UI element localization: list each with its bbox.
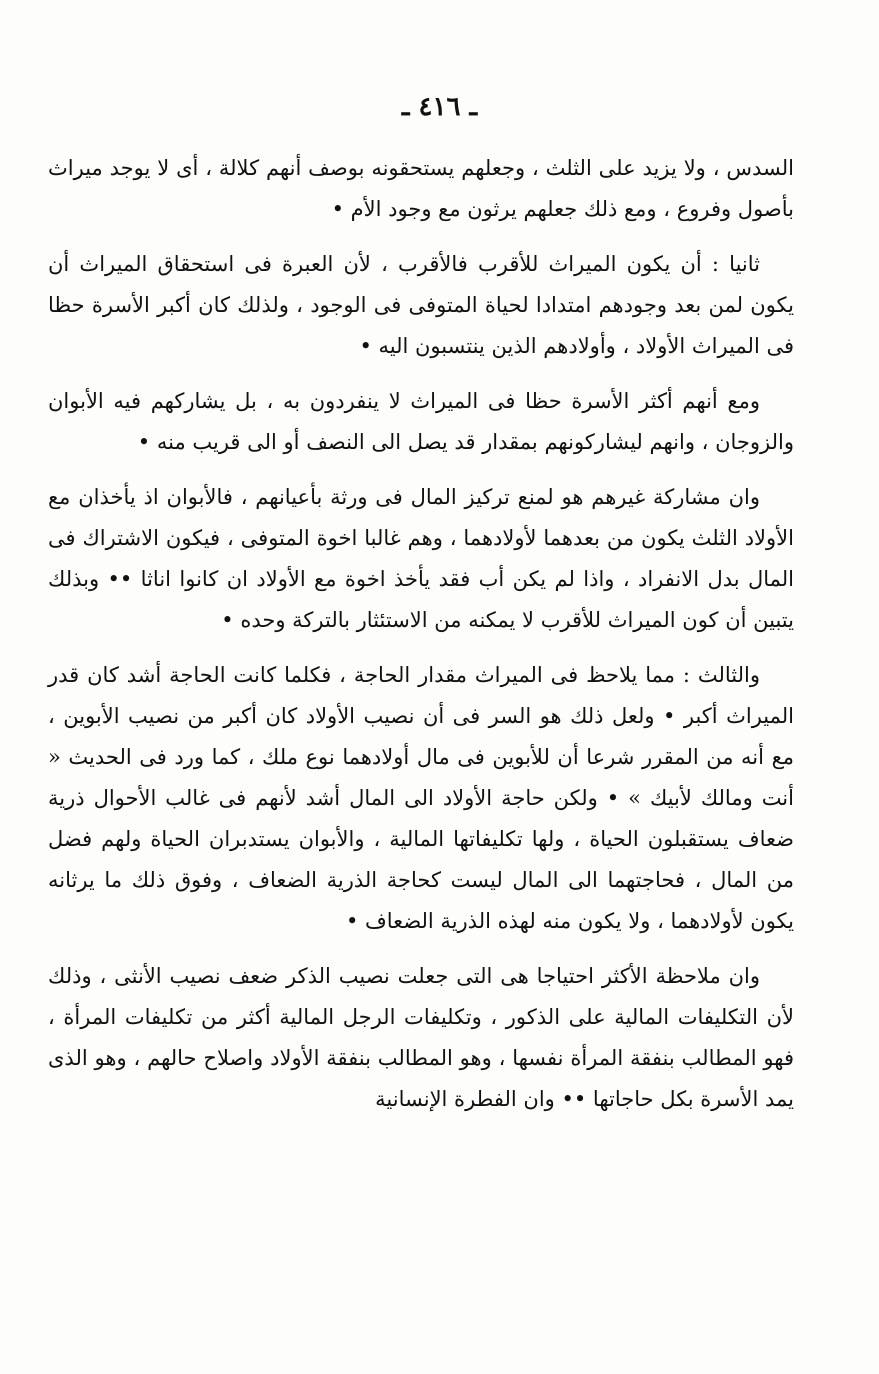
paragraph-5: والثالث : مما يلاحظ فى الميراث مقدار الحاجة ، فكلما كانت الحاجة أشد كان قدر الميراث أكبر • ولعل ذلك هو السر فى أن نصيب الأولاد كان أكبر من نصيب الأبوين ، مع أنه من المقرر شرعا أن للأبوين فى مال أولادهما نوع ملك ، كما ورد فى الحديث « أنت ومالك لأبيك » • ولكن حاجة الأولاد الى المال أشد لأنهم فى غالب الأحوال ذرية ضعاف يستقبلون الحياة ، ولها تكليفاتها المالية ، والأبوان يستدبران الحياة ولهم فضل من المال ، فحاجتهما الى المال ليست كحاجة الذرية الضعاف ، وفوق ذلك ما يرثانه يكون لأولادهما ، ولا يكون منه لهذه الذرية الضعاف • bbox=[48, 663, 794, 933]
paragraph-3: ومع أنهم أكثر الأسرة حظا فى الميراث لا ينفردون به ، بل يشاركهم فيه الأبوان والزوجان ، وانهم ليشاركونهم بمقدار قد يصل الى النصف أو الى قريب منه • bbox=[48, 389, 794, 454]
paragraph-4: وان مشاركة غيرهم هو لمنع تركيز المال فى ورثة بأعيانهم ، فالأبوان اذ يأخذان مع الأولاد الثلث يكون من بعدهما لأولادهما ، وهم غالبا اخوة المتوفى ، فيكون الاشتراك فى المال بدل الانفراد ، واذا لم يكن أب فقد يأخذ اخوة مع الأولاد ان كانوا اناثا •• وبذلك يتبين أن كون الميراث للأقرب لا يمكنه من الاستئثار بالتركة وحده • bbox=[48, 485, 794, 632]
page-number: ـ ٤١٦ ـ bbox=[401, 92, 478, 122]
paragraph-6: وان ملاحظة الأكثر احتياجا هى التى جعلت نصيب الذكر ضعف نصيب الأنثى ، وذلك لأن التكليفات المالية على الذكور ، وتكليفات الرجل المالية أكثر من تكليفات المرأة ، فهو المطالب بنفقة المرأة نفسها ، وهو المطالب بنفقة الأولاد واصلاح حالهم ، وهو الذى يمد الأسرة بكل حاجاتها •• وان الفطرة الإنسانية bbox=[48, 964, 794, 1111]
paragraph-1: السدس ، ولا يزيد على الثلث ، وجعلهم يستحقونه بوصف أنهم كلالة ، أى لا يوجد ميراث بأصول وفروع ، ومع ذلك جعلهم يرثون مع وجود الأم • bbox=[48, 156, 794, 221]
paragraph-2: ثانيا : أن يكون الميراث للأقرب فالأقرب ، لأن العبرة فى استحقاق الميراث أن يكون لمن بعد وجودهم امتدادا لحياة المتوفى فى الوجود ، ولذلك كان أكبر الأسرة حظا فى الميراث الأولاد ، وأولادهم الذين ينتسبون اليه • bbox=[48, 252, 794, 358]
page-body-text bbox=[48, 148, 794, 1134]
